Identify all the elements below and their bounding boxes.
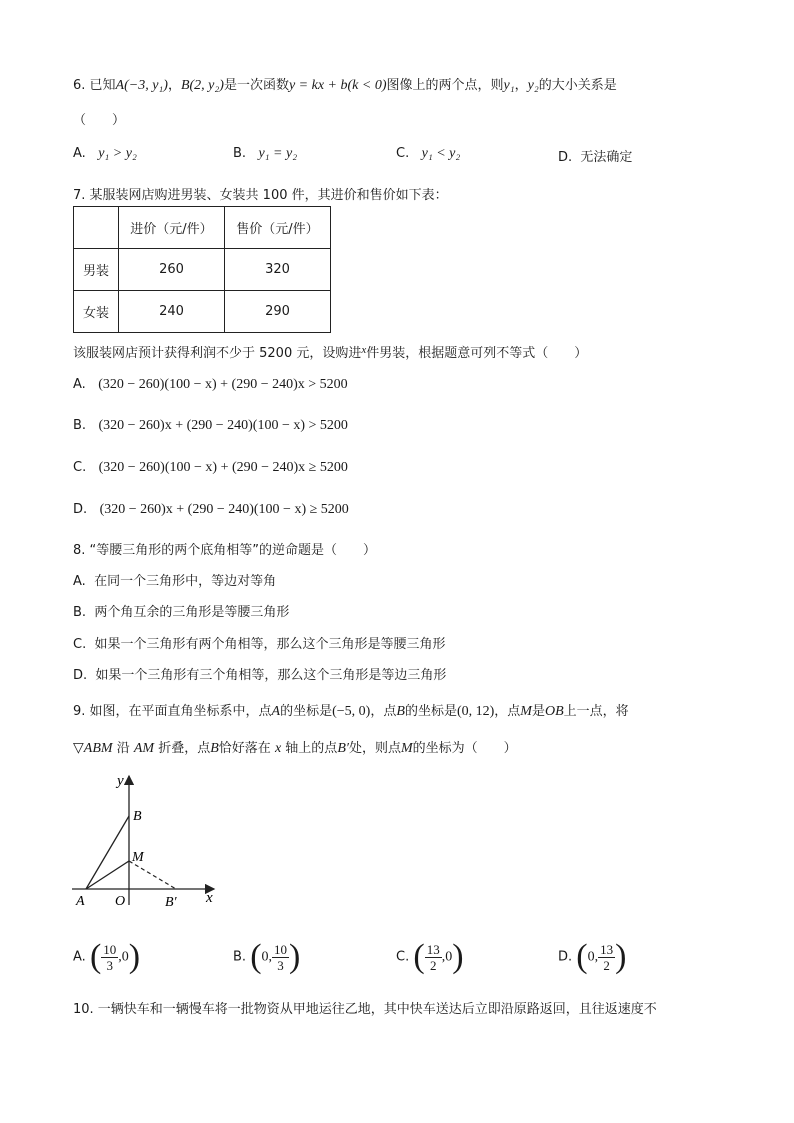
option-label: C. xyxy=(396,949,410,965)
option-label: A. xyxy=(73,377,86,392)
q9-var: OB xyxy=(544,704,564,719)
label-b: B xyxy=(133,809,142,824)
option-post: ,0 xyxy=(118,949,129,965)
q9-var: x xyxy=(274,741,282,756)
q6-stem-end: 的大小关系是 xyxy=(538,78,617,93)
q9-coordinate-figure xyxy=(68,770,228,915)
q9-triangle: ▽ABM xyxy=(73,741,113,756)
option-text: y₁ < y₂ xyxy=(421,146,461,161)
option-label: B. xyxy=(73,418,87,433)
table-cell: 320 xyxy=(225,249,331,291)
q9-var: A xyxy=(271,704,281,719)
q9-stem-line1 xyxy=(73,700,629,720)
q9-text: 折叠，点 xyxy=(158,741,211,756)
price-table xyxy=(73,206,331,333)
q8-option-c[interactable] xyxy=(73,633,446,652)
option-label: A. xyxy=(73,949,86,965)
q7-option-b[interactable] xyxy=(73,418,348,434)
q6-point-a: A(−3, y₁) xyxy=(115,78,168,93)
table-header-cell: 售价（元/件） xyxy=(225,207,331,249)
q6-function: y = kx + b(k < 0) xyxy=(288,78,387,93)
fraction-numerator: 13 xyxy=(426,941,440,957)
label-o: O xyxy=(115,894,126,909)
q9-text: ，点 xyxy=(370,704,397,719)
q9-var: B xyxy=(396,704,405,719)
option-label: A. xyxy=(73,146,86,161)
option-text: y₁ = y₂ xyxy=(258,146,298,161)
q6-option-b[interactable] xyxy=(233,146,297,162)
q7-question-var: x xyxy=(361,344,367,356)
q9-option-a[interactable]: A. ( $\frac{10}{3}$ ,0) xyxy=(73,938,141,975)
table-cell: 女装 xyxy=(74,291,119,333)
option-fraction xyxy=(101,942,118,973)
fraction-denominator: 2 xyxy=(429,957,437,973)
option-label: B. xyxy=(73,605,87,620)
q6-stem-post: 图像上的两个点，则 xyxy=(386,78,504,93)
fraction-numerator: 13 xyxy=(600,941,614,957)
label-y: y xyxy=(117,773,124,789)
label-b-prime: B′ xyxy=(165,895,177,910)
q9-text: 沿 xyxy=(116,741,130,756)
q9-option-d[interactable]: D. (0, $\frac{13}{2}$ ) xyxy=(558,938,627,975)
q9-option-c[interactable]: C. ( $\frac{13}{2}$ ,0) xyxy=(396,938,464,975)
table-cell: 260 xyxy=(119,249,225,291)
q9-var: B′ xyxy=(337,741,349,756)
q9-var: M xyxy=(520,704,532,719)
q6-option-a[interactable] xyxy=(73,146,137,162)
option-text: (320 − 260)x + (290 − 240)(100 − x) ≥ 5200 xyxy=(99,502,349,517)
option-text: y₁ > y₂ xyxy=(98,146,137,161)
q9-text: 的坐标是 xyxy=(280,704,333,719)
q7-question-pre: 该服装网店预计获得利润不少于 5200 元，设购进 xyxy=(73,346,362,361)
q6-blank: （ ） xyxy=(73,113,126,128)
option-label: D. xyxy=(73,502,88,517)
q7-question xyxy=(73,342,587,361)
table-cell: 240 xyxy=(119,291,225,333)
option-label: C. xyxy=(73,637,87,652)
q8-option-b[interactable] xyxy=(73,601,289,620)
option-text: 无法确定 xyxy=(580,150,633,165)
q8-stem: 8. “等腰三角形的两个底角相等”的逆命题是（ ） xyxy=(73,543,377,558)
q6-y2: y₂ xyxy=(527,78,539,93)
q6-y1: y₁ xyxy=(503,78,515,93)
option-label: D. xyxy=(73,668,88,683)
option-fraction xyxy=(272,942,289,973)
option-fraction xyxy=(425,942,442,973)
q9-text: 恰好落在 xyxy=(218,741,271,756)
q9-option-b[interactable]: B. (0, $\frac{10}{3}$ ) xyxy=(233,938,301,975)
option-pre: 0, xyxy=(587,949,599,965)
option-post: ,0 xyxy=(441,949,453,965)
q6-stem-line xyxy=(73,74,617,94)
q9-text: 上一点，将 xyxy=(563,704,629,719)
q7-stem: 7. 某服装网店购进男装、女装共 100 件，其进价和售价如下表： xyxy=(73,188,448,203)
option-label: D. xyxy=(558,150,573,165)
q9-var: M xyxy=(400,741,413,756)
segment-ab xyxy=(86,816,129,889)
table-row xyxy=(74,249,331,291)
q6-option-c[interactable] xyxy=(396,146,460,162)
q9-text: 是 xyxy=(531,704,545,719)
option-label: B. xyxy=(233,146,247,161)
q6-stem-mid: 是一次函数 xyxy=(223,78,289,93)
q7-option-a[interactable] xyxy=(73,377,348,393)
q9-var: B xyxy=(210,741,219,756)
option-label: C. xyxy=(396,146,410,161)
option-text: 在同一个三角形中，等边对等角 xyxy=(94,574,277,589)
option-text: (320 − 260)(100 − x) + (290 − 240)x > 5200 xyxy=(98,377,348,392)
fraction-denominator: 3 xyxy=(277,957,284,973)
option-fraction xyxy=(598,942,615,973)
q9-text: 9. 如图，在平面直角坐标系中，点 xyxy=(73,704,272,719)
q6-stem-pre: 6. 已知 xyxy=(73,78,116,93)
q9-text: 处，则点 xyxy=(348,741,401,756)
q9-text: 的坐标为（ ） xyxy=(412,741,517,756)
table-cell: 290 xyxy=(225,291,331,333)
option-label: C. xyxy=(73,460,87,475)
q6-sep: ， xyxy=(167,78,181,93)
table-header-row xyxy=(74,207,331,249)
q7-option-d[interactable] xyxy=(73,502,349,518)
option-label: B. xyxy=(233,949,247,965)
q9-stem-line2 xyxy=(73,737,517,757)
segment-am xyxy=(86,861,129,889)
q8-option-a[interactable] xyxy=(73,570,276,589)
option-label: D. xyxy=(558,949,573,965)
option-pre: 0, xyxy=(261,949,273,965)
q9-var: AM xyxy=(133,741,155,756)
label-x: x xyxy=(206,890,213,906)
q9-coord-b: (0, 12) xyxy=(456,704,495,719)
q6-comma: ， xyxy=(514,78,528,93)
q7-option-c[interactable] xyxy=(73,460,348,476)
q9-coord-a: (−5, 0) xyxy=(332,704,371,719)
label-m: M xyxy=(132,850,144,865)
fraction-numerator: 10 xyxy=(274,941,288,957)
q7-question-post: 件男装，根据题意可列不等式（ ） xyxy=(366,346,588,361)
table-cell: 男装 xyxy=(74,249,119,291)
label-a: A xyxy=(76,894,85,909)
q6-point-b: B(2, y₂) xyxy=(180,78,224,93)
fraction-denominator: 3 xyxy=(106,957,114,973)
q8-option-d[interactable] xyxy=(73,664,446,683)
option-label: A. xyxy=(73,574,86,589)
q9-text: ，点 xyxy=(494,704,521,719)
table-header-cell: 进价（元/件） xyxy=(119,207,225,249)
option-text: 如果一个三角形有两个角相等，那么这个三角形是等腰三角形 xyxy=(94,637,446,652)
segment-mbp xyxy=(129,861,176,889)
table-header-cell xyxy=(74,207,119,249)
q6-option-d[interactable] xyxy=(558,146,632,165)
option-text: (320 − 260)x + (290 − 240)(100 − x) > 5200 xyxy=(98,418,348,433)
fraction-numerator: 10 xyxy=(103,941,117,957)
option-text: (320 − 260)(100 − x) + (290 − 240)x ≥ 5200 xyxy=(98,460,348,475)
option-text: 两个角互余的三角形是等腰三角形 xyxy=(94,605,290,620)
q9-text: 的坐标是 xyxy=(404,704,457,719)
fraction-denominator: 2 xyxy=(603,957,610,973)
q10-stem: 10. 一辆快车和一辆慢车将一批物资从甲地运往乙地，其中快车送达后立即沿原路返回，且往返速度不 xyxy=(73,1002,657,1017)
table-row xyxy=(74,291,331,333)
option-text: 如果一个三角形有三个角相等，那么这个三角形是等边三角形 xyxy=(95,668,447,683)
q9-text: 轴上的点 xyxy=(285,741,338,756)
